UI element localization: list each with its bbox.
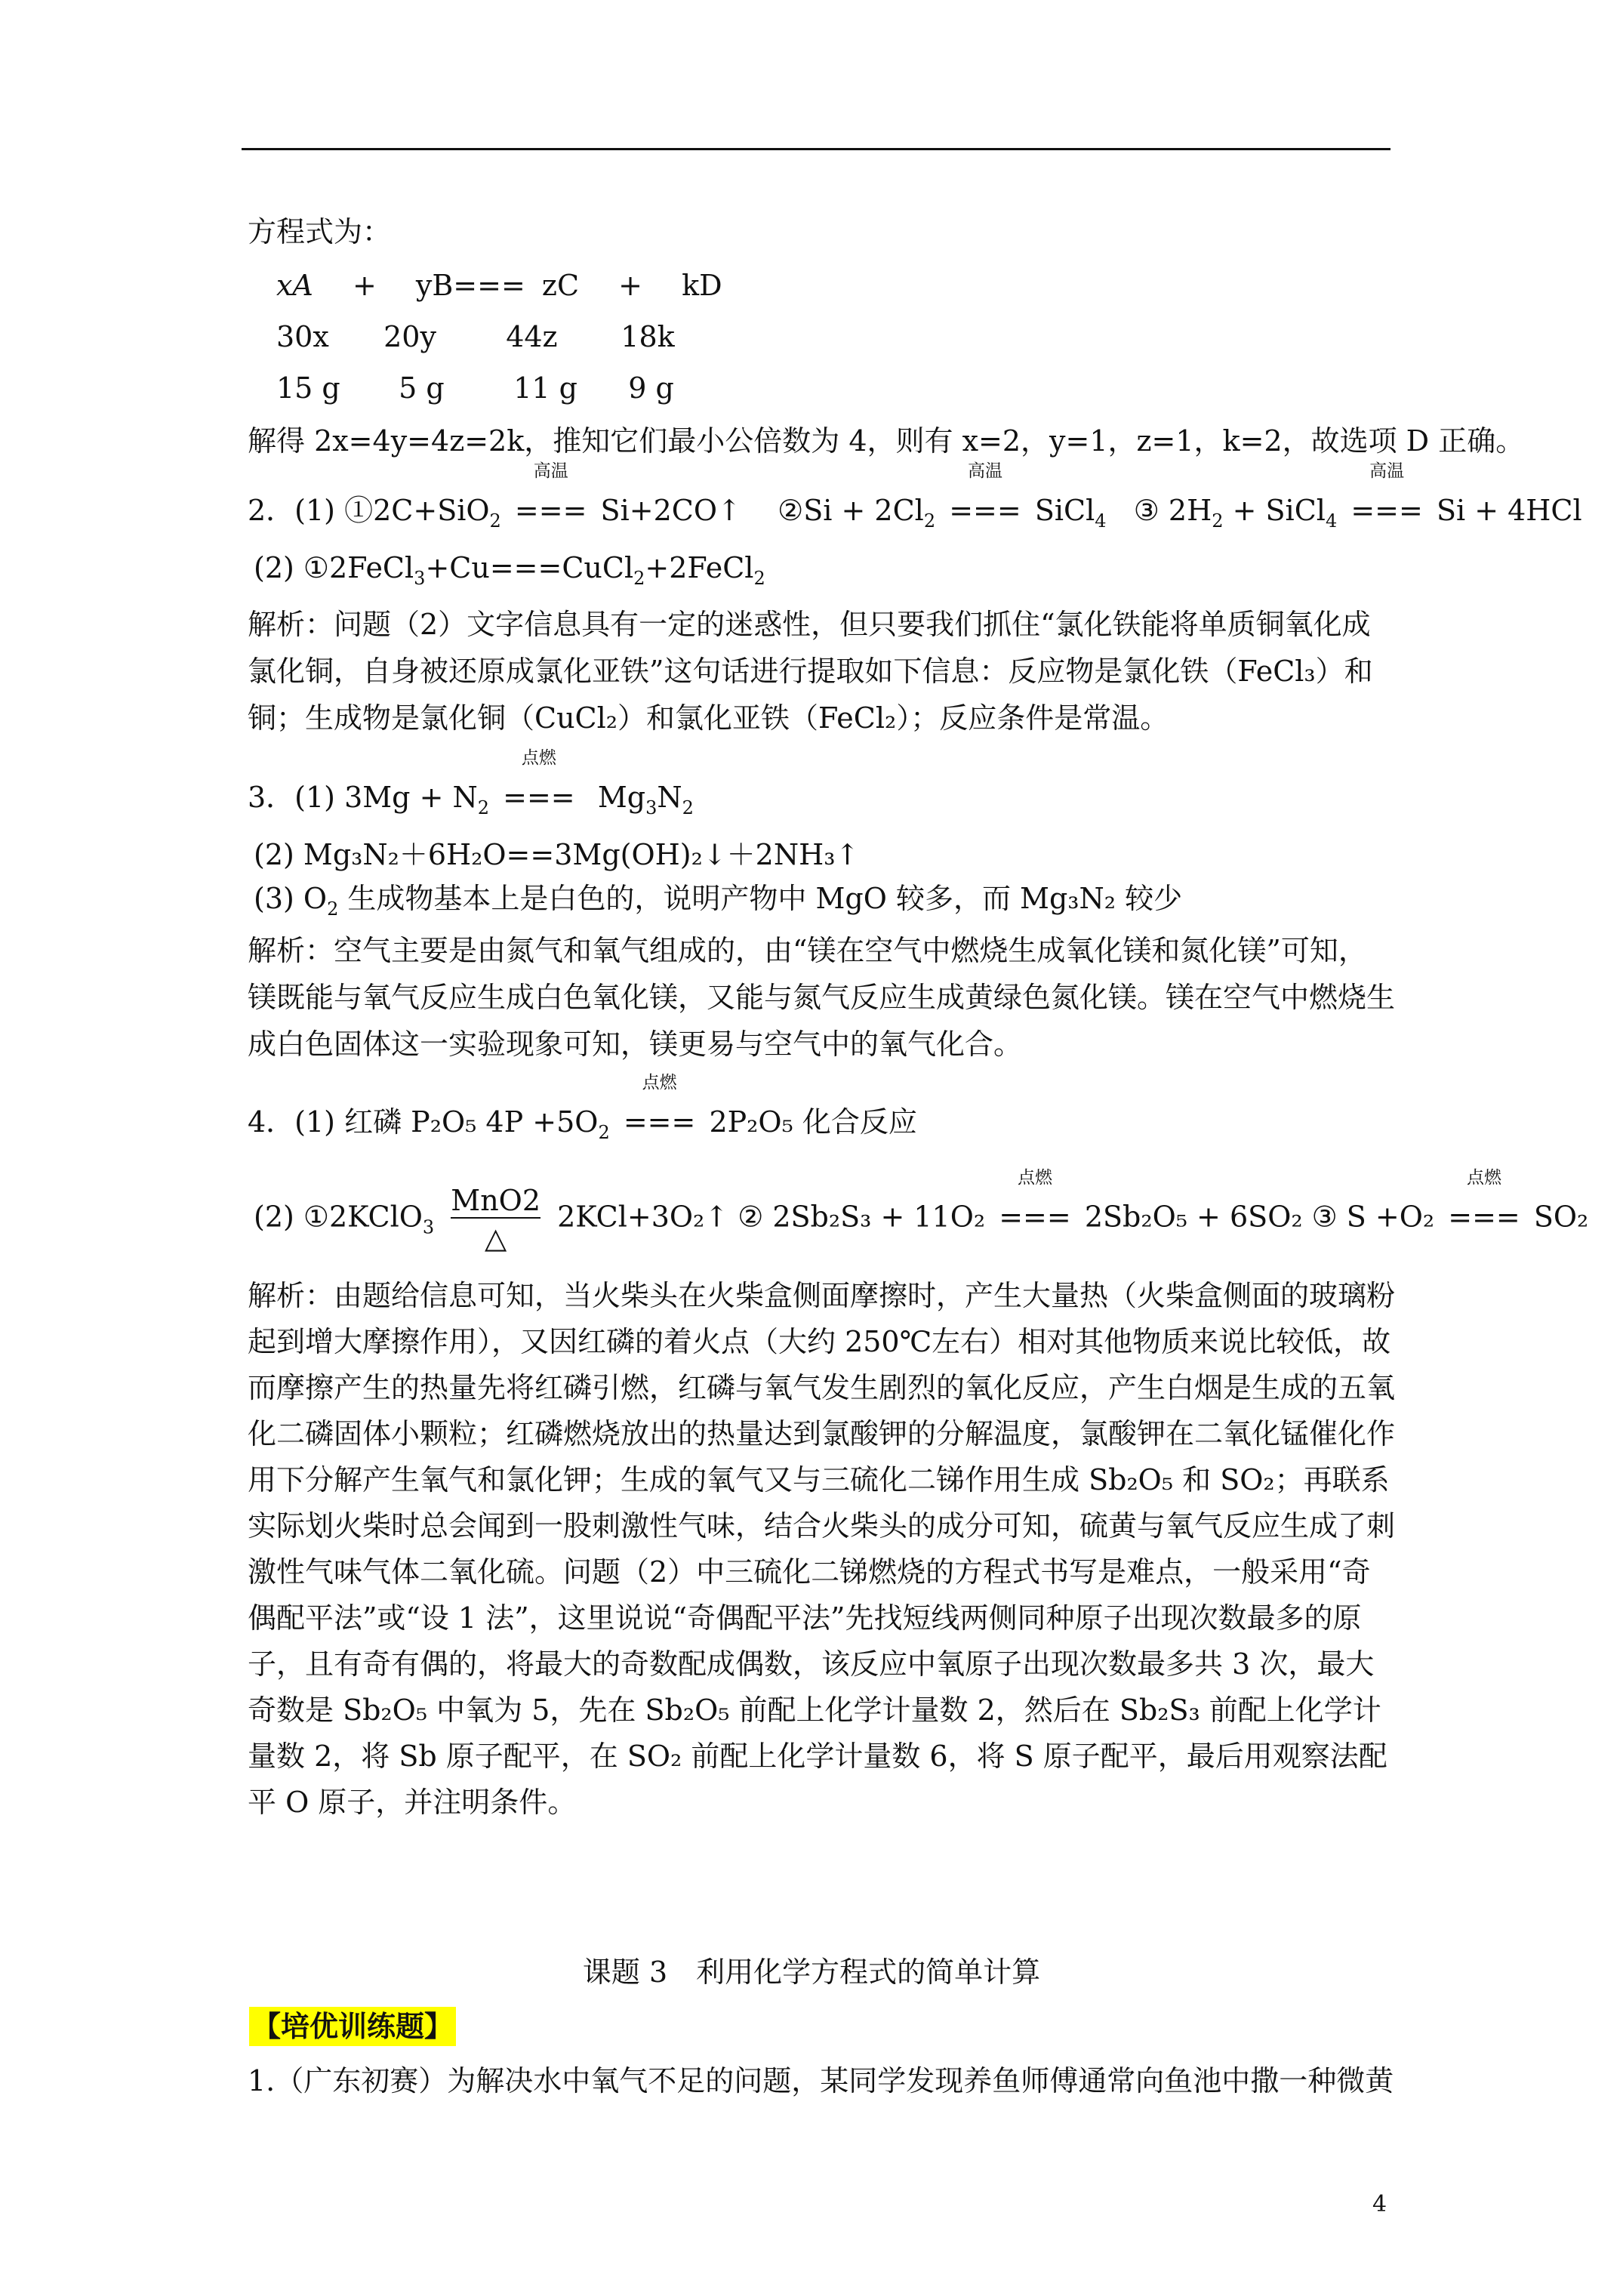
equals-arrow: === [949, 494, 1021, 527]
q3-part1 [248, 748, 694, 818]
reaction-text: SiCl [1034, 494, 1095, 527]
reaction-text: 2Sb₂O₅ + 6SO₂ ③ S +O₂ [1084, 1200, 1435, 1234]
reaction-arrow [503, 748, 575, 815]
q4-part2 [254, 1167, 1589, 1255]
reaction-text: ③ 2H [1133, 494, 1212, 527]
subscript: 2 [477, 797, 490, 818]
subscript: 2 [753, 568, 765, 589]
subscript: 2 [327, 898, 339, 920]
reaction-arrow [514, 461, 587, 529]
gram-row [276, 370, 674, 406]
reaction-text: ①2C+SiO [344, 494, 490, 527]
reaction-text: N [657, 781, 682, 814]
question-number: 2．(1) [248, 494, 336, 527]
reaction-arrow [1350, 461, 1423, 529]
reaction-text: 2P₂O₅ 化合反应 [709, 1105, 917, 1139]
term-xA: xA [276, 269, 313, 302]
reaction-text: Si + 4HCl [1436, 494, 1582, 527]
reaction-text: (2) ①2KClO [254, 1200, 423, 1234]
reaction-text: + SiCl [1223, 494, 1326, 527]
gram-value: 9 g [628, 371, 674, 405]
plus-sign: + [352, 269, 377, 302]
subscript: 2 [923, 510, 936, 532]
plus-sign: + [618, 269, 642, 302]
q2-part1 [248, 461, 1582, 532]
reaction-condition: 点燃 [521, 748, 556, 768]
mass-value: 18k [621, 320, 675, 353]
term-zC: zC [541, 269, 580, 302]
equation-row [276, 267, 722, 304]
reaction-condition: 高温 [967, 461, 1002, 481]
q3-part3 [254, 880, 1183, 920]
q4-analysis: 解析：由题给信息可知，当火柴头在火柴盒侧面摩擦时，产生大量热（火柴盒侧面的玻璃粉起到增大摩擦作用），又因红磷的着火点（大约 250℃左右）相对其他物质来说比较低，故而摩擦产生的热量先将红磷引燃，红磷与氧气发生剧烈的氧化反应，产生白烟是生成的五氧化二磷固体小颗粒；红磷燃烧放出的热量达到氯酸钾的分解温度，氯酸钾在二氧化锰催化作用下分解产生氧气和氯化钾；生成的氧气又与三硫化二锑作用生成 Sb₂O₅ 和 SO₂；再联系实际划火柴时总会闻到一股刺激性气味，结合火柴头的成分可知，硫黄与氧气反应生成了刺激性气味气体二氧化硫。问题（2）中三硫化二锑燃烧的方程式书写是难点，一般采用“奇偶配平法”或“设 1 法”，这里说说“奇偶配平法”先找短线两侧同种原子出现次数最多的原子，且有奇有偶的，将最大的奇数配成偶数，该反应中氧原子出现次数最多共 3 次，最大奇数是 Sb₂O₅ 中氧为 5，先在 Sb₂O₅ 前配上化学计量数 2，然后在 Sb₂S₃ 前配上化学计量数 2，将 Sb 原子配平，在 SO₂ 前配上化学计量数 6，将 S 原子配平，最后用观察法配平 O 原子，并注明条件。 [248, 1279, 1396, 1819]
gram-value: 15 g [276, 371, 340, 405]
subscript: 2 [489, 510, 501, 532]
subscript: 3 [645, 797, 658, 818]
reaction-text: Si+2CO↑ [600, 494, 741, 527]
subscript: 2 [682, 797, 694, 818]
mass-value: 30x [276, 320, 329, 353]
q4-part1 [248, 1073, 917, 1143]
term-kD: kD [682, 269, 722, 302]
equals-arrow: === [1448, 1200, 1520, 1234]
section-title: 课题 3 利用化学方程式的简单计算 [582, 1955, 1041, 1989]
reaction-arrow [949, 461, 1021, 529]
equals-arrow: === [623, 1105, 696, 1139]
reaction-condition: 点燃 [642, 1073, 677, 1093]
header-rule [242, 148, 1390, 150]
term-yB: yB=== [415, 269, 525, 302]
equals-arrow: === [503, 781, 575, 814]
intro-line: 方程式为： [248, 215, 392, 248]
reaction-text: 3．(1) 3Mg + N [248, 781, 478, 814]
reaction-text: (2) ①2FeCl [254, 551, 414, 584]
reaction-text: +Cu===CuCl [425, 551, 634, 584]
page-number: 4 [1372, 2191, 1387, 2217]
reaction-text: 4．(1) 红磷 P₂O₅ 4P +5O [248, 1105, 599, 1139]
reaction-text: SO₂ [1533, 1200, 1589, 1234]
reaction-arrow [999, 1167, 1071, 1235]
subscript: 2 [1212, 510, 1224, 532]
q3-part2: (2) Mg₃N₂＋6H₂O==3Mg(OH)₂↓＋2NH₃↑ [254, 838, 860, 871]
reaction-condition: 高温 [1369, 461, 1405, 481]
gram-value: 5 g [399, 371, 445, 405]
reaction-text: Mg [597, 781, 646, 814]
reaction-arrow [1448, 1167, 1520, 1235]
equals-arrow: === [1350, 494, 1423, 527]
reaction-condition: 高温 [533, 461, 568, 481]
subscript: 2 [633, 568, 645, 589]
subscript: 3 [422, 1216, 435, 1238]
subscript: 4 [1325, 510, 1338, 532]
reaction-text: +2FeCl [645, 551, 754, 584]
catalyst-label: MnO2 [451, 1184, 540, 1217]
highlight-label: 【培优训练题】 [249, 2007, 456, 2046]
equals-arrow: === [514, 494, 587, 527]
q2-part2 [254, 550, 765, 589]
equals-arrow: === [999, 1200, 1071, 1234]
subscript: 2 [598, 1122, 610, 1143]
mass-value: 20y [383, 320, 436, 353]
gram-value: 11 g [513, 371, 577, 405]
solve-line: 解得 2x=4y=4z=2k，推知它们最小公倍数为 4，则有 x=2，y=1，z=1，k=2，故选项 D 正确。 [248, 424, 1525, 458]
fraction-bar [451, 1217, 540, 1219]
reaction-text: 2KCl+3O₂↑ ② 2Sb₂S₃ + 11O₂ [557, 1200, 986, 1234]
subscript: 3 [414, 568, 426, 589]
mass-row [276, 319, 675, 355]
reaction-condition: 点燃 [1017, 1167, 1052, 1188]
q2-analysis: 解析：问题（2）文字信息具有一定的迷惑性，但只要我们抓住“氯化铁能将单质铜氧化成氯化铜，自身被还原成氯化亚铁”这句话进行提取如下信息：反应物是氯化铁（FeCl₃）和铜；生成物是氯化铜（CuCl₂）和氯化亚铁（FeCl₂）；反应条件是常温。 [248, 608, 1373, 735]
reaction-arrow [623, 1073, 696, 1140]
answer-text: 生成物基本上是白色的，说明产物中 MgO 较多，而 Mg₃N₂ 较少 [338, 882, 1183, 915]
reaction-condition: 点燃 [1467, 1167, 1501, 1188]
q3-analysis: 解析：空气主要是由氮气和氧气组成的，由“镁在空气中燃烧生成氧化镁和氮化镁”可知，镁既能与氧气反应生成白色氧化镁，又能与氮气反应生成黄绿色氮化镁。镁在空气中燃烧生成白色固体这一实验现象可知，镁更易与空气中的氧气化合。 [248, 934, 1396, 1061]
heat-symbol: △ [485, 1222, 507, 1255]
catalyst-fraction [451, 1185, 540, 1253]
mass-value: 44z [506, 320, 558, 353]
q1-text: 1.（广东初赛）为解决水中氧气不足的问题，某同学发现养鱼师傅通常向鱼池中撒一种微黄 [248, 2064, 1394, 2097]
reaction-text: ②Si + 2Cl [778, 494, 924, 527]
reaction-text: (3) O [254, 882, 328, 915]
subscript: 4 [1095, 510, 1107, 532]
